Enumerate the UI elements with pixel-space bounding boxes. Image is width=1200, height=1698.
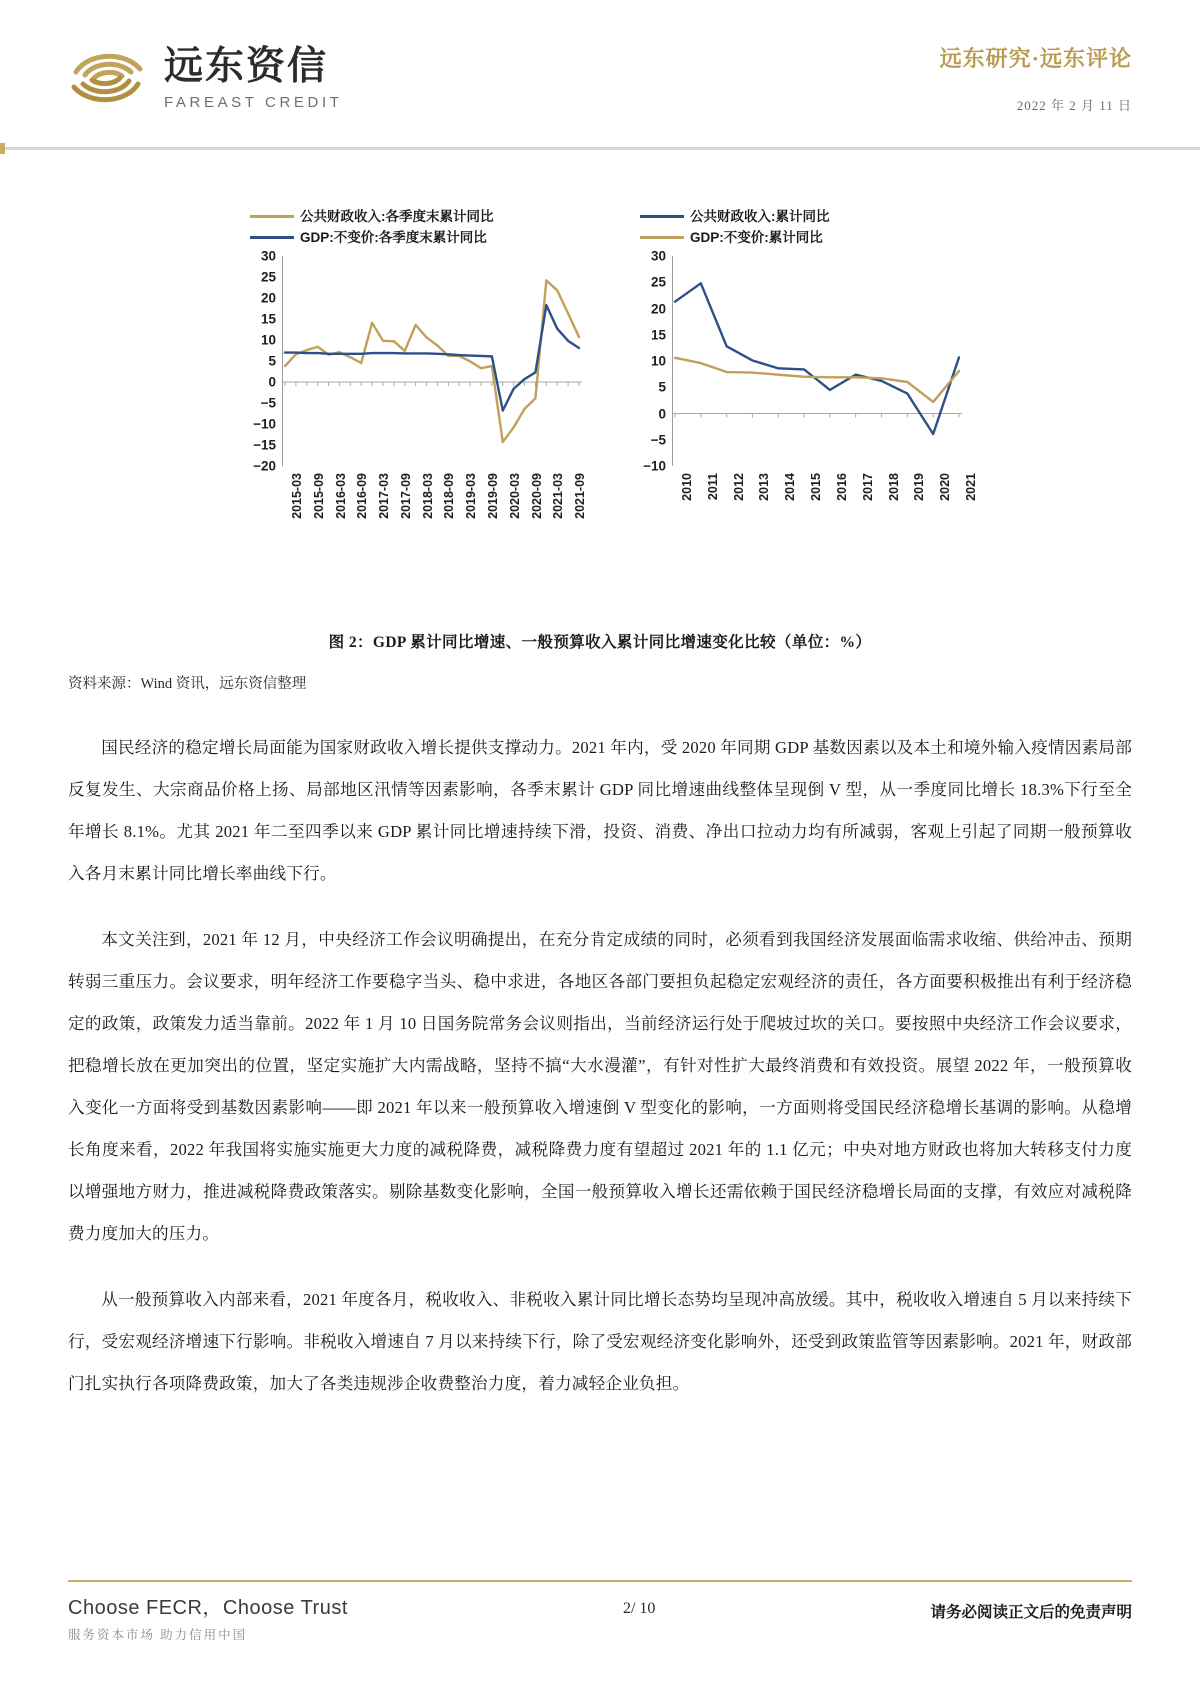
y-axis-tick-label: −20 (253, 458, 276, 474)
x-axis-tick-label: 2018-09 (442, 473, 457, 519)
page-number: 2/ 10 (622, 1600, 656, 1617)
y-axis-tick-label: −5 (650, 432, 666, 448)
x-axis-tick-label: 2013 (757, 473, 772, 501)
annual-plot-svg (672, 256, 962, 466)
footer-divider (68, 1580, 1132, 1582)
y-axis-tick-label: 15 (260, 311, 276, 327)
figure-charts (0, 206, 1200, 626)
legend-label: 公共财政收入:累计同比 (690, 209, 830, 224)
y-axis-tick-label: 10 (650, 353, 666, 369)
legend-item (640, 227, 962, 248)
x-axis-tick-label: 2020-03 (507, 473, 522, 519)
x-axis-tick-label: 2019-09 (486, 473, 500, 519)
header-divider (0, 147, 1200, 150)
x-axis-tick-label: 2016-03 (333, 473, 348, 519)
annual-chart-legend (628, 206, 962, 248)
legend-label: GDP:不变价:累计同比 (690, 230, 823, 245)
quarterly-y-axis (238, 248, 282, 474)
annual-chart (628, 206, 978, 545)
y-axis-tick-label: 5 (658, 379, 666, 395)
legend-item (250, 227, 582, 248)
article-paragraph: 从一般预算收入内部来看，2021 年度各月，税收收入、非税收入累计同比增长态势均呈现冲高放缓。其中，税收收入增速自 5 月以来持续下行，受宏观经济增速下行影响。非税收入增速自 7 月以来持续下行，除了受宏观经济变化影响外，还受到政策监管等因素影响。2021 年，财政部门扎实执行各项降费政策，加大了各类违规涉企收费整治力度，着力减轻企业负担。 (68, 1290, 1132, 1393)
quarterly-chart (238, 206, 588, 545)
x-axis-tick-label: 2017 (860, 473, 875, 501)
x-axis-tick-label: 2019 (912, 473, 927, 501)
x-axis-tick-label: 2011 (705, 473, 720, 501)
y-axis-tick-label: 5 (268, 353, 276, 369)
x-axis-tick-label: 2015-03 (290, 473, 304, 519)
charts-row (0, 206, 1200, 545)
legend-swatch-icon (250, 236, 294, 239)
x-axis-tick-label: 2019-03 (464, 473, 479, 519)
y-axis-tick-label: −10 (253, 416, 276, 432)
legend-swatch-icon (640, 215, 684, 218)
legend-item (640, 206, 962, 227)
x-axis-tick-label: 2021-03 (551, 473, 566, 519)
quarterly-chart-legend (238, 206, 582, 248)
x-axis-tick-label: 2020-09 (529, 473, 544, 519)
x-axis-tick-label: 2018-03 (420, 473, 435, 519)
page-header (0, 0, 1200, 150)
footer-disclaimer: 请务必阅读正文后的免责声明 (930, 1604, 1132, 1621)
fareast-credit-logo-icon (68, 39, 146, 117)
brand-name-en: FAREAST CREDIT (164, 93, 343, 111)
x-axis-tick-label: 2014 (783, 473, 798, 501)
y-axis-tick-label: 20 (260, 290, 276, 306)
x-axis-tick-label: 2015-09 (311, 473, 326, 519)
figure-caption: 图 2：GDP 累计同比增速、一般预算收入累计同比增速变化比较（单位：%） (328, 634, 872, 651)
article-body (0, 727, 1200, 1405)
article-paragraph: 国民经济的稳定增长局面能为国家财政收入增长提供支撑动力。2021 年内，受 2020 年同期 GDP 基数因素以及本土和境外输入疫情因素局部反复发生、大宗商品价格上扬、局部地区汛情等因素影响，各季末累计 GDP 同比增速曲线整体呈现倒 V 型，从一季度同比增长 18.3%下行至全年增长 8.1%。尤其 2021 年二至四季以来 GDP 累计同比增速持续下滑，投资、消费、净出口拉动力均有所减弱，客观上引起了同期一般预算收入各月末累计同比增长率曲线下行。 (68, 738, 1132, 883)
y-axis-tick-label: −15 (253, 437, 276, 453)
y-axis-tick-label: 10 (260, 332, 276, 348)
legend-label: GDP:不变价:各季度末累计同比 (300, 230, 487, 245)
brand-block (68, 39, 342, 117)
x-axis-tick-label: 2018 (886, 473, 901, 501)
brand-text (164, 44, 343, 111)
x-axis-tick-label: 2020 (938, 473, 953, 501)
y-axis-tick-label: 15 (650, 327, 666, 343)
x-axis-tick-label: 2021 (964, 473, 978, 501)
header-right (940, 42, 1132, 114)
legend-swatch-icon (250, 215, 294, 218)
footer-inner (68, 1596, 1132, 1644)
x-axis-tick-label: 2015 (809, 473, 824, 501)
x-axis-tick-label: 2017-03 (377, 473, 392, 519)
quarterly-plot-svg (282, 256, 582, 466)
article-paragraph: 本文关注到，2021 年 12 月，中央经济工作会议明确提出，在充分肯定成绩的同时，必须看到我国经济发展面临需求收缩、供给冲击、预期转弱三重压力。会议要求，明年经济工作要稳字当头、稳中求进，各地区各部门要担负起稳定宏观经济的责任，各方面要积极推出有利于经济稳定的政策，政策发力适当靠前。2022 年 1 月 10 日国务院常务会议则指出，当前经济运行处于爬坡过坎的关口。要按照中央经济工作会议要求，把稳增长放在更加突出的位置，坚定实施扩大内需战略，坚持不搞“大水漫灌”，有针对性扩大最终消费和有效投资。展望 2022 年，一般预算收入变化一方面将受到基数因素影响——即 2021 年以来一般预算收入增速倒 V 型变化的影响，一方面则将受国民经济稳增长基调的影响。从稳增长角度来看，2022 年我国将实施实施更大力度的减税降费，减税降费力度有望超过 2021 年的 1.1 亿元；中央对地方财政也将加大转移支付力度以增强地方财力，推进减税降费政策落实。剔除基数变化影响，全国一般预算收入增长还需依赖于国民经济稳增长局面的支撑，有效应对减税降费力度加大的压力。 (68, 930, 1132, 1243)
y-axis-tick-label: 25 (260, 269, 276, 285)
annual-plot (672, 256, 978, 545)
quarterly-plot-wrap (238, 248, 588, 545)
footer-left (68, 1596, 348, 1644)
brand-name-cn: 远东资信 (164, 44, 329, 88)
x-axis-tick-label: 2021-09 (573, 473, 588, 519)
y-axis-tick-label: 30 (260, 248, 276, 264)
y-axis-tick-label: 0 (268, 374, 276, 390)
annual-x-axis (672, 471, 978, 545)
legend-swatch-icon (640, 236, 684, 239)
x-axis-tick-label: 2016-09 (355, 473, 370, 519)
publication-date: 2022 年 2 月 11 日 (1016, 98, 1132, 113)
page-footer (0, 1572, 1200, 1698)
figure-source: 资料来源：Wind 资讯，远东资信整理 (68, 676, 307, 692)
legend-item (250, 206, 582, 227)
annual-y-axis (628, 248, 672, 474)
y-axis-tick-label: −5 (260, 395, 276, 411)
x-axis-tick-label: 2010 (680, 473, 694, 501)
footer-sub-slogan: 服务资本市场 助力信用中国 (68, 1628, 248, 1642)
publication-title: 远东研究·远东评论 (939, 46, 1132, 71)
footer-slogan: Choose FECR，Choose Trust (68, 1597, 348, 1619)
y-axis-tick-label: −10 (643, 458, 666, 474)
annual-plot-wrap (628, 248, 978, 545)
quarterly-plot (282, 256, 588, 545)
quarterly-x-axis (282, 471, 588, 545)
x-axis-tick-label: 2016 (834, 473, 849, 501)
chart-series-line (285, 280, 579, 442)
y-axis-tick-label: 20 (650, 301, 666, 316)
y-axis-tick-label: 0 (658, 406, 666, 421)
x-axis-tick-label: 2017-09 (398, 473, 413, 519)
chart-series-line (675, 283, 959, 434)
x-axis-tick-label: 2012 (731, 473, 746, 501)
y-axis-tick-label: 30 (650, 248, 666, 264)
legend-label: 公共财政收入:各季度末累计同比 (300, 209, 494, 224)
y-axis-tick-label: 25 (650, 274, 666, 290)
